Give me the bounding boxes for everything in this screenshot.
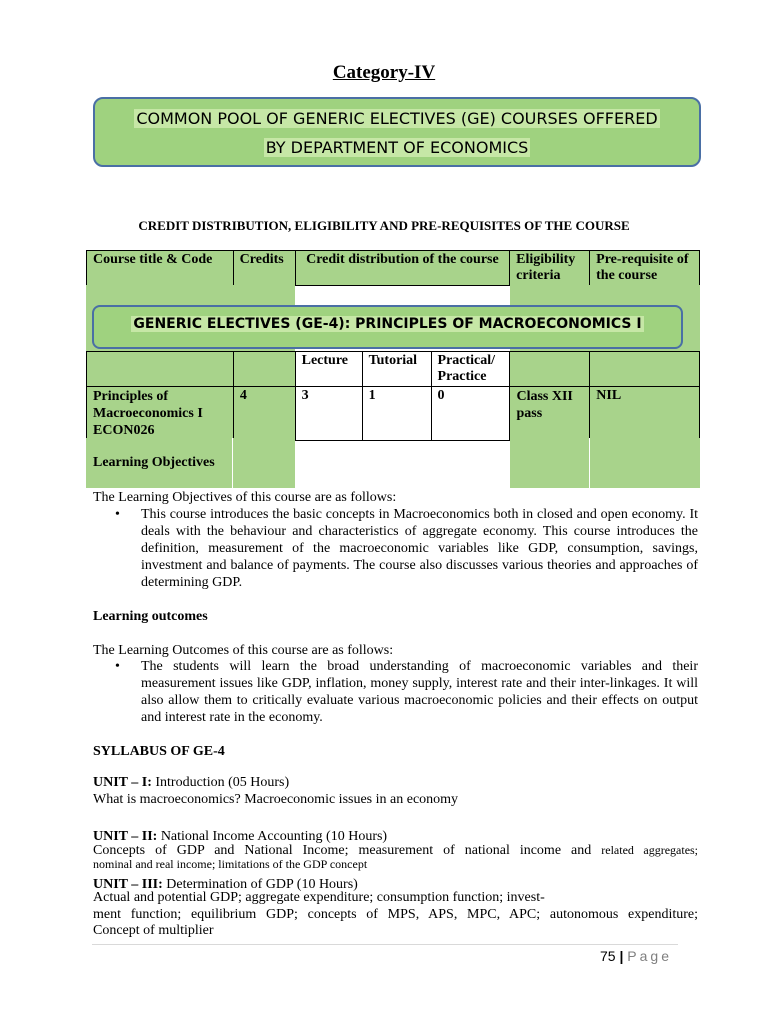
- ge-banner-text: [92, 316, 683, 332]
- sub-tutorial: Tutorial: [362, 352, 431, 387]
- unit-1-title: Introduction (05 Hours): [155, 775, 290, 790]
- page-separator: |: [619, 948, 624, 964]
- ge-banner-label: GENERIC ELECTIVES (GE-4): PRINCIPLES OF MACROECONOMICS I: [133, 316, 642, 332]
- unit-1-label: UNIT – I:: [93, 775, 152, 790]
- outcomes-heading: Learning outcomes: [93, 609, 208, 624]
- lo-strip-right: [510, 438, 700, 488]
- row-practical: 0: [431, 387, 510, 441]
- row-course: Principles of Macroeconomics I ECON026: [87, 387, 234, 441]
- unit-3-label: UNIT – III:: [93, 877, 163, 892]
- page-number: 75: [600, 948, 616, 964]
- department-banner-text: [108, 104, 686, 162]
- unit-2-label: UNIT – II:: [93, 829, 158, 844]
- syllabus-heading: SYLLABUS OF GE-4: [93, 744, 225, 759]
- unit-3-title: Determination of GDP (10 Hours): [166, 877, 358, 892]
- sub-empty-3: [510, 352, 590, 387]
- row-credits: 4: [233, 387, 295, 441]
- header-credits: Credits: [233, 251, 295, 286]
- credit-table-body: [86, 351, 700, 441]
- page-label: Page: [627, 948, 672, 964]
- row-prereq: NIL: [590, 387, 700, 441]
- unit-1-text: What is macroeconomics? Macroeconomic issues in an economy: [93, 792, 459, 807]
- header-eligibility: Eligibility criteria: [510, 251, 590, 286]
- lo-divider-1: [232, 438, 233, 488]
- sub-practical: Practical/ Practice: [431, 352, 510, 387]
- row-eligibility: Class XII pass: [510, 387, 590, 441]
- unit-2-text-main: Concepts of GDP and National Income; measurement of national income and: [93, 843, 592, 858]
- unit-2-text-2: nominal and real income; limitations of the GDP concept: [93, 857, 368, 871]
- page-footer: [600, 948, 672, 964]
- credit-distribution-heading: CREDIT DISTRIBUTION, ELIGIBILITY AND PRE-REQUISITES OF THE COURSE: [138, 218, 630, 233]
- bullet-icon: •: [115, 507, 120, 522]
- objectives-intro: The Learning Objectives of this course are as follows:: [93, 490, 397, 505]
- row-lecture: 3: [295, 387, 362, 441]
- banner-line-2: BY DEPARTMENT OF ECONOMICS: [265, 138, 529, 157]
- sub-empty-4: [590, 352, 700, 387]
- unit-3-text-3: Concept of multiplier: [93, 923, 214, 938]
- unit-2-title: National Income Accounting (10 Hours): [160, 829, 388, 844]
- row-tutorial: 1: [362, 387, 431, 441]
- unit-2-text-small: related aggregates;: [601, 843, 699, 857]
- unit-3-text: Actual and potential GDP; aggregate expenditure; consumption function; invest-: [93, 890, 545, 905]
- category-title: Category-IV: [332, 62, 436, 83]
- outcomes-bullet: The students will learn the broad understanding of macroeconomic variables and their measurement issues like GDP, inflation, money supply, interest rate and their inter-linkages. It will also allow them to critically evaluate various macroeconomic policies and their effects on output and interest rate in the economy.: [141, 659, 698, 725]
- objectives-bullet: This course introduces the basic concepts in Macroeconomics both in closed and open economy. It deals with the behaviour and characteristics of aggregate economy. This course introduces the definition, measurement of the macroeconomic variables like GDP, consumption, savings, investment and balance of payments. The course also discusses various theories and approaches of determining GDP.: [141, 507, 698, 590]
- learning-objectives-label: Learning Objectives: [93, 455, 215, 470]
- header-distribution: Credit distribution of the course: [295, 251, 510, 286]
- footer-rule: [92, 944, 678, 945]
- sub-empty-1: [87, 352, 234, 387]
- banner-line-1: COMMON POOL OF GENERIC ELECTIVES (GE) COURSES OFFERED: [136, 109, 658, 128]
- header-course: Course title & Code: [87, 251, 234, 286]
- bullet-icon: •: [115, 659, 120, 674]
- lo-divider-2: [589, 438, 590, 488]
- sub-lecture: Lecture: [295, 352, 362, 387]
- unit-3-text-2: ment function; equilibrium GDP; concepts of MPS, APS, MPC, APC; autonomous expenditure;: [93, 907, 698, 922]
- unit-1-heading: [93, 774, 289, 791]
- credit-table-header: [86, 250, 700, 286]
- sub-empty-2: [233, 352, 295, 387]
- header-prereq: Pre-requisite of the course: [590, 251, 700, 286]
- outcomes-intro: The Learning Outcomes of this course are as follows:: [93, 643, 394, 658]
